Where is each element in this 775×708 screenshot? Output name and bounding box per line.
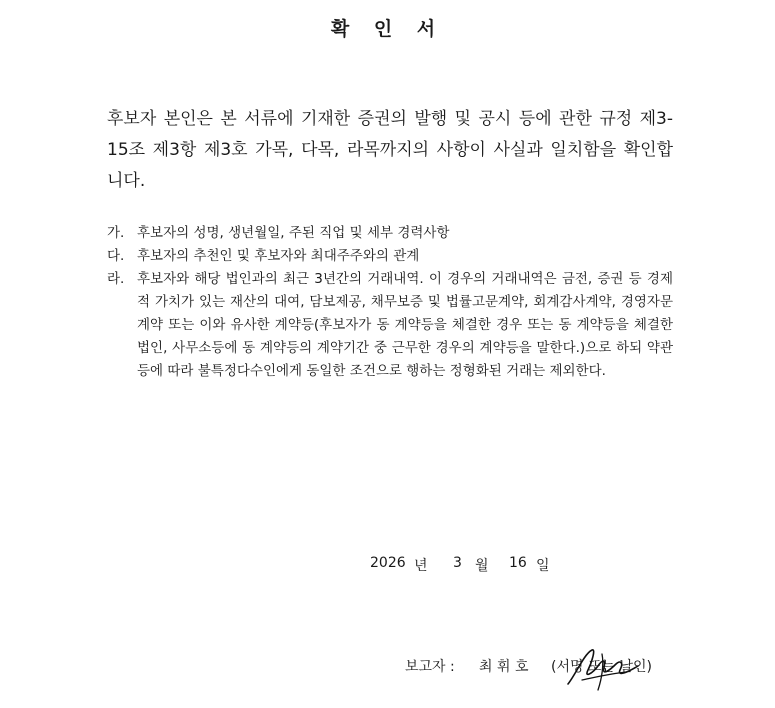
reporter-label: 보고자 : [405, 659, 455, 675]
list-item-ra [107, 268, 673, 383]
date-day: 16 [509, 555, 527, 571]
item-text: 후보자의 성명, 생년월일, 주된 직업 및 세부 경력사항 [137, 225, 450, 241]
list-item-ga [107, 222, 673, 245]
signature-or-seal-note: (서명 또는 날인) [551, 659, 652, 675]
date-month-unit: 월 [475, 558, 489, 574]
date-year: 2026 [370, 555, 406, 571]
confirmation-statement: 후보자 본인은 본 서류에 기재한 증권의 발행 및 공시 등에 관한 규정 제3-15조 제3항 제3호 가목, 다목, 라목까지의 사항이 사실과 일치함을 확인합니다. [107, 109, 673, 191]
list-item-da [107, 245, 673, 268]
date-month: 3 [453, 555, 462, 571]
item-marker: 다. [107, 248, 125, 264]
item-text: 후보자의 추천인 및 후보자와 최대주주와의 관계 [137, 248, 420, 264]
date-day-unit: 일 [536, 558, 550, 574]
document-title: 확 인 서 [330, 18, 445, 40]
reporter-name: 최 휘 호 [479, 659, 529, 675]
date-year-unit: 년 [414, 558, 428, 574]
reporter-line [0, 656, 775, 696]
item-marker: 가. [107, 225, 125, 241]
item-text: 후보자와 해당 법인과의 최근 3년간의 거래내역. 이 경우의 거래내역은 금전, 증권 등 경제적 가치가 있는 재산의 대여, 담보제공, 채무보증 및 법률고문계약, 회계감사계약, 경영자문계약 또는 이와 유사한 계약등(후보자가 동 계약등을 체결한 경우 또는 동 계약등을 체결한 법인, 사무소등에 동 계약등의 계약기간 중 근무한 경우의 계약등을 말한다.)으로 하되 약관 등에 따라 불특정다수인에게 동일한 조건으로 행하는 정형화된 거래는 제외한다. [137, 271, 673, 379]
handwritten-signature [562, 644, 642, 694]
item-list [107, 222, 673, 383]
item-marker: 라. [107, 271, 125, 287]
